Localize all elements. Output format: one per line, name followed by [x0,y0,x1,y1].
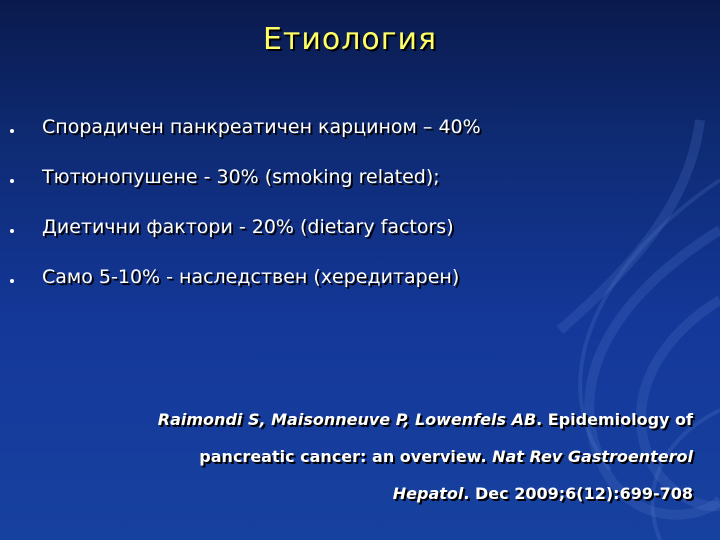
citation-title-end: pancreatic cancer: an overview [199,447,481,466]
bullet-dot-icon [10,179,14,183]
citation-title-start: Epidemiology of [542,410,693,429]
citation-date-volume-pages: . Dec 2009;6(12):699-708 [463,484,693,503]
bullet-text: Спорадичен панкреатичен карцином – 40% [42,116,481,138]
citation [93,406,693,508]
bullet-item [0,116,700,156]
citation-punctuation: . [480,447,487,466]
citation-journal-end: Hepatol [392,484,464,503]
bullet-item [0,266,700,306]
bullet-text: Само 5-10% - наследствен (хередитарен) [42,266,460,288]
bullet-dot-icon [10,279,14,283]
bullet-text: Тютюнопушене - 30% (smoking related); [42,166,440,188]
citation-punctuation: . [536,410,543,429]
bullet-item [0,216,700,256]
bullet-text: Диетични фактори - 20% (dietary factors) [42,216,454,238]
bullet-item [0,166,700,206]
citation-line-1 [93,406,693,443]
citation-line-2 [93,443,693,480]
slide-title: Етиология [262,22,438,57]
bullet-dot-icon [10,229,14,233]
bullet-dot-icon [10,129,14,133]
citation-line-3 [93,480,693,508]
citation-journal-start: Nat Rev Gastroenterol [486,447,693,466]
citation-authors: Raimondi S, Maisonneuve P, Lowenfels AB [157,410,537,429]
